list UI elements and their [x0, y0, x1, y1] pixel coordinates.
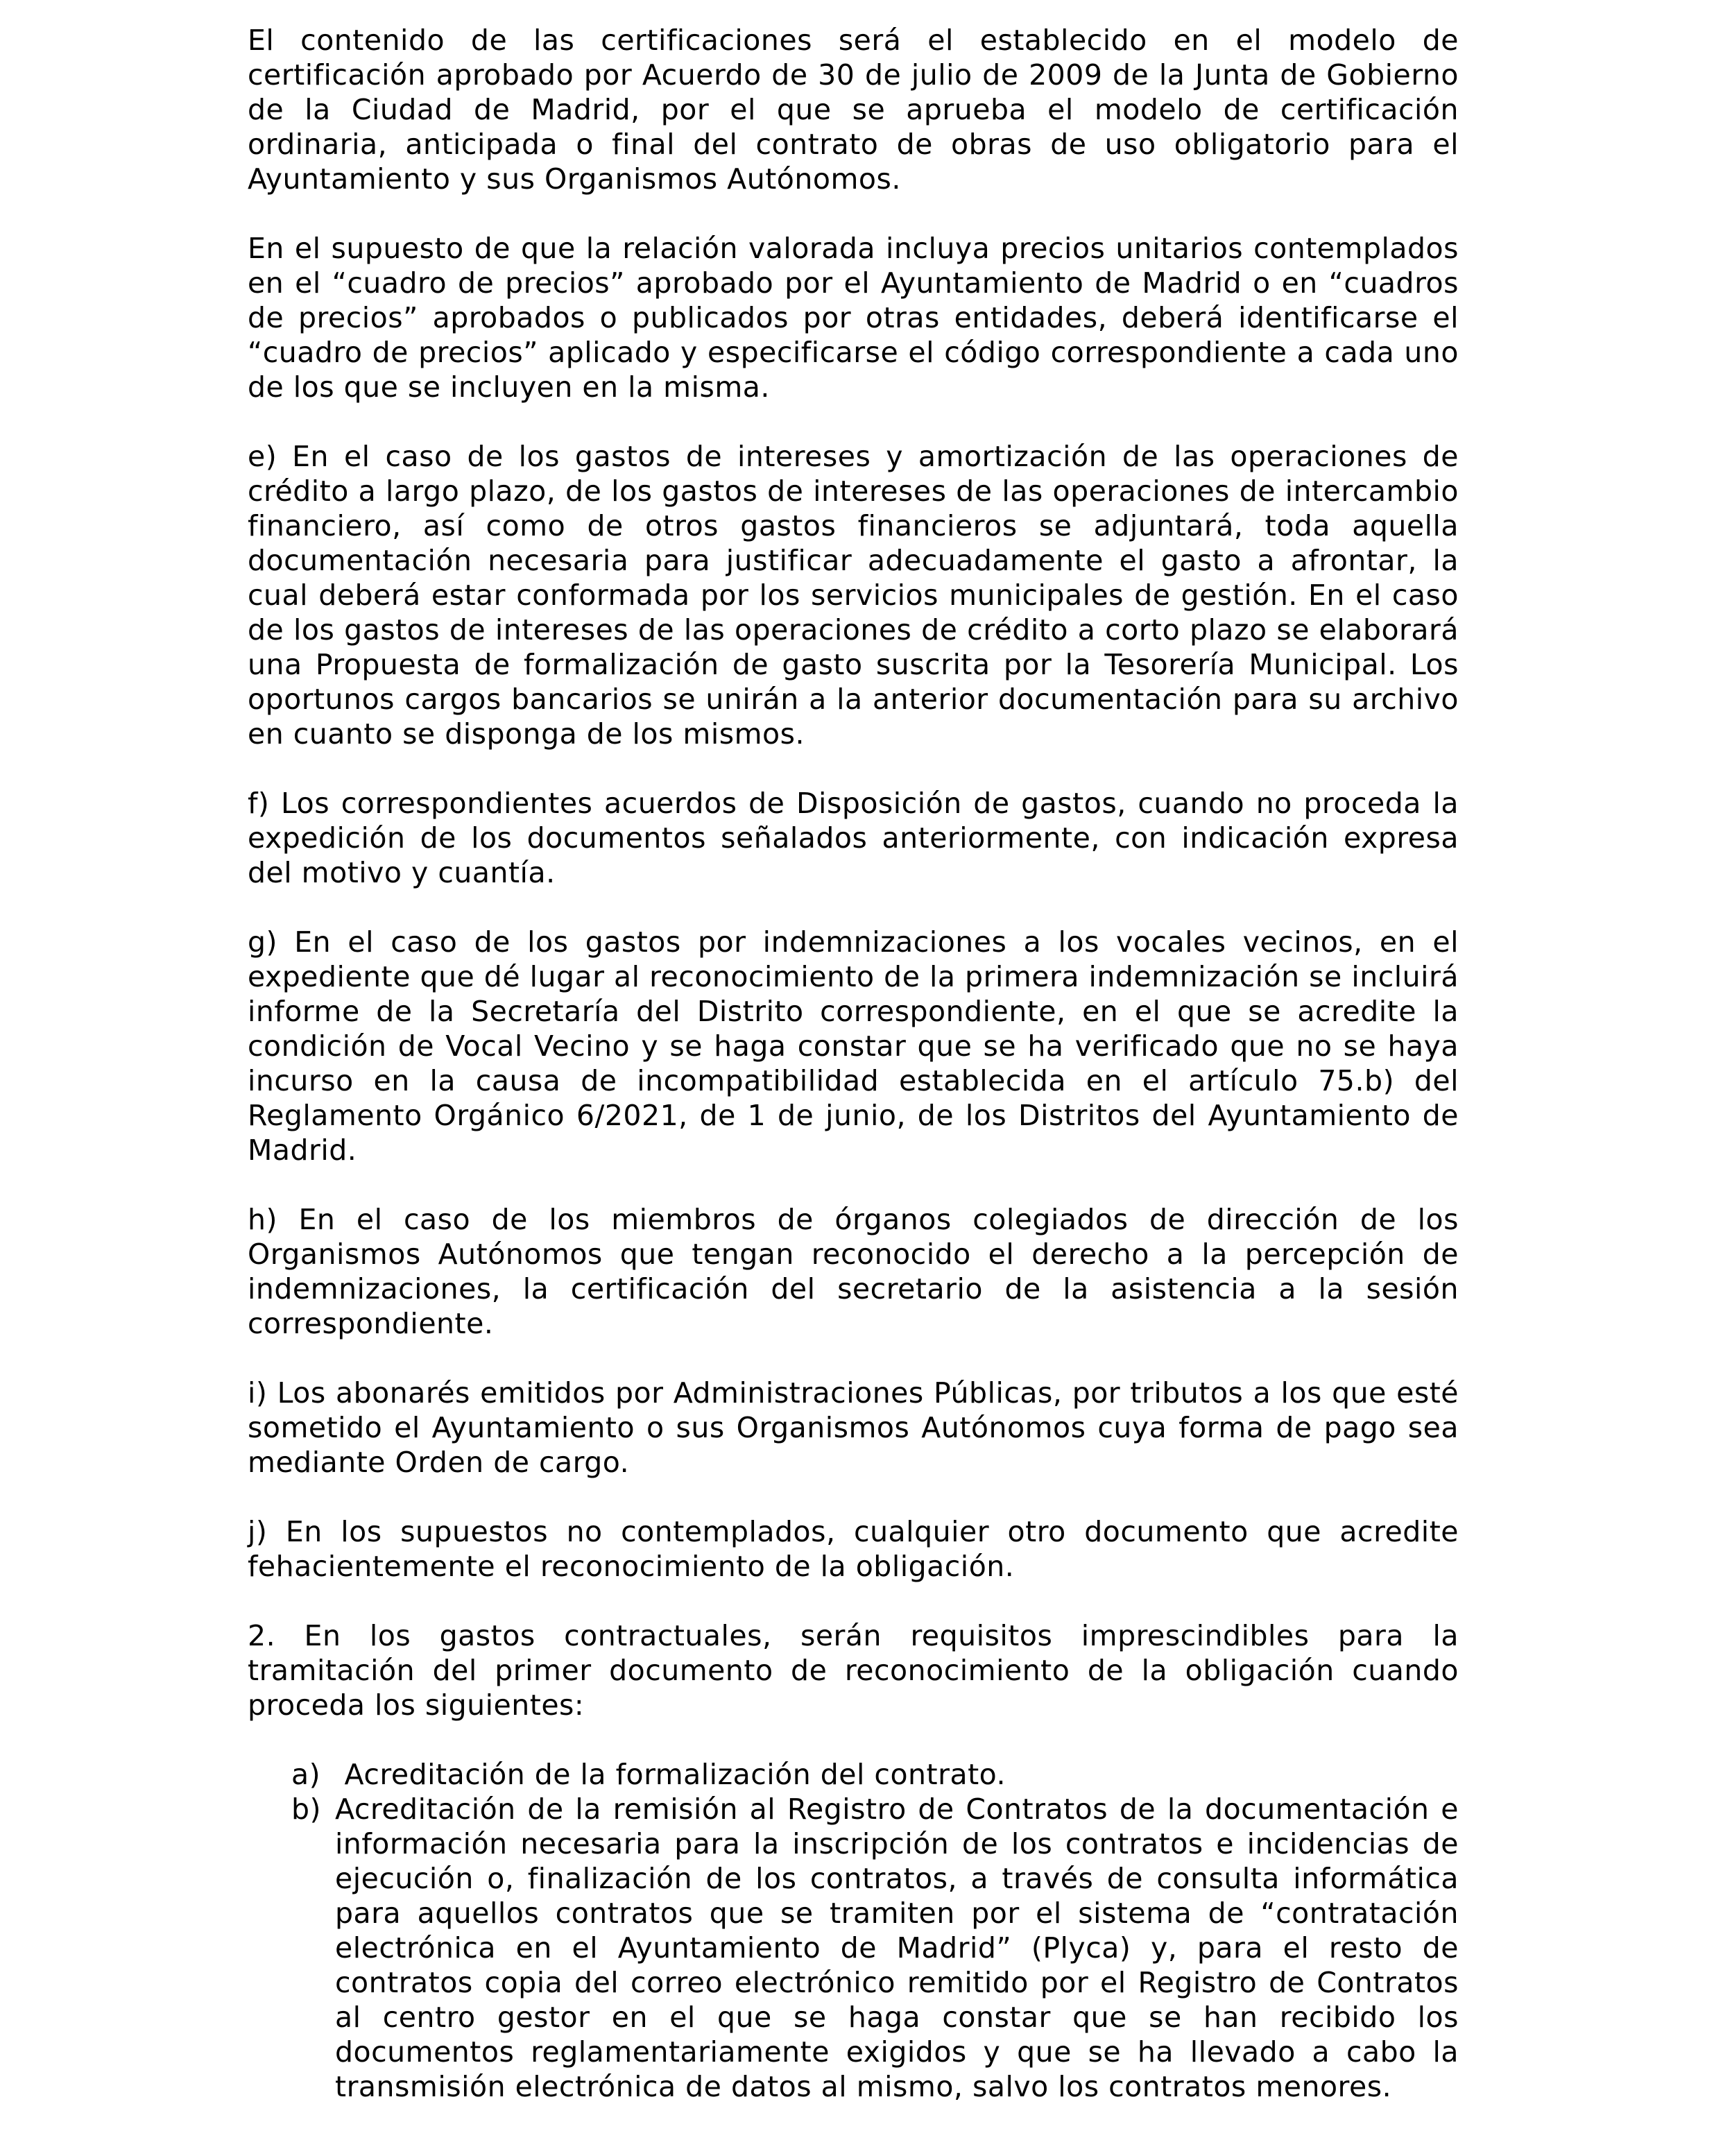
list-item-a — [248, 1757, 1459, 1792]
list-item-a-text: Acreditación de la formalización del contrato. — [335, 1758, 1006, 1791]
paragraph-intro-certificaciones: El contenido de las certificaciones será el establecido en el modelo de certificación aprobado por Acuerdo de 30 de julio de 2009 de la Junta de Gobierno de la Ciudad de Madrid, por el que se aprueba el modelo de certificación ordinaria, anticipada o final del contrato de obras de uso obligatorio para el Ayuntamiento y sus Organismos Autónomos. — [248, 24, 1459, 196]
paragraph-item-g: g) En el caso de los gastos por indemnizaciones a los vocales vecinos, en el expediente que dé lugar al reconocimiento de la primera indemnización se incluirá informe de la Secretaría del Distrito correspondiente, en el que se acredite la condición de Vocal Vecino y se haga constar que se ha verificado que no se haya incurso en la causa de incompatibilidad establecida en el artículo 75.b) del Reglamento Orgánico 6/2021, de 1 de junio, de los Distritos del Ayuntamiento de Madrid. — [248, 925, 1459, 1167]
list-item-b-marker: b) — [291, 1793, 322, 1826]
list-item-a-marker: a) — [291, 1758, 321, 1791]
list-item-b-text: Acreditación de la remisión al Registro de Contratos de la documentación e información necesaria para la inscripción de los contratos e incidencias de ejecución o, finalización de los contratos, a través de consulta informática para aquellos contratos que se tramiten por el sistema de “contratación electrónica en el Ayuntamiento de Madrid” (Plyca) y, para el resto de contratos copia del correo electrónico remitido por el Registro de Contratos al centro gestor en el que se haga constar que se han recibido los documentos reglamentariamente exigidos y que se ha llevado a cabo la transmisión electrónica de datos al mismo, salvo los contratos menores. — [335, 1793, 1459, 2103]
paragraph-item-i: i) Los abonarés emitidos por Administraciones Públicas, por tributos a los que esté sometido el Ayuntamiento o sus Organismos Autónomos cuya forma de pago sea mediante Orden de cargo. — [248, 1376, 1459, 1479]
paragraph-gastos-contractuales: 2. En los gastos contractuales, serán requisitos imprescindibles para la tramitación del primer documento de reconocimiento de la obligación cuando proceda los siguientes: — [248, 1619, 1459, 1722]
paragraph-item-f: f) Los correspondientes acuerdos de Disposición de gastos, cuando no proceda la expedición de los documentos señalados anteriormente, con indicación expresa del motivo y cuantía. — [248, 787, 1459, 889]
list-item-b — [248, 1792, 1459, 2104]
requirements-list — [248, 1757, 1459, 2104]
paragraph-item-j: j) En los supuestos no contemplados, cualquier otro documento que acredite fehacientemente el reconocimiento de la obligación. — [248, 1515, 1459, 1583]
paragraph-item-h: h) En el caso de los miembros de órganos colegiados de dirección de los Organismos Autónomos que tengan reconocido el derecho a la percepción de indemnizaciones, la certificación del secretario de la asistencia a la sesión correspondiente. — [248, 1203, 1459, 1340]
paragraph-cuadro-de-precios: En el supuesto de que la relación valorada incluya precios unitarios contemplados en el “cuadro de precios” aprobado por el Ayuntamiento de Madrid o en “cuadros de precios” aprobados o publicados por otras entidades, deberá identificarse el “cuadro de precios” aplicado y especificarse el código correspondiente a cada uno de los que se incluyen en la misma. — [248, 232, 1459, 404]
paragraph-item-e: e) En el caso de los gastos de intereses y amortización de las operaciones de crédito a largo plazo, de los gastos de intereses de las operaciones de intercambio financiero, así como de otros gastos financieros se adjuntará, toda aquella documentación necesaria para justificar adecuadamente el gasto a afrontar, la cual deberá estar conformada por los servicios municipales de gestión. En el caso de los gastos de intereses de las operaciones de crédito a corto plazo se elaborará una Propuesta de formalización de gasto suscrita por la Tesorería Municipal. Los oportunos cargos bancarios se unirán a la anterior documentación para su archivo en cuanto se disponga de los mismos. — [248, 440, 1459, 751]
